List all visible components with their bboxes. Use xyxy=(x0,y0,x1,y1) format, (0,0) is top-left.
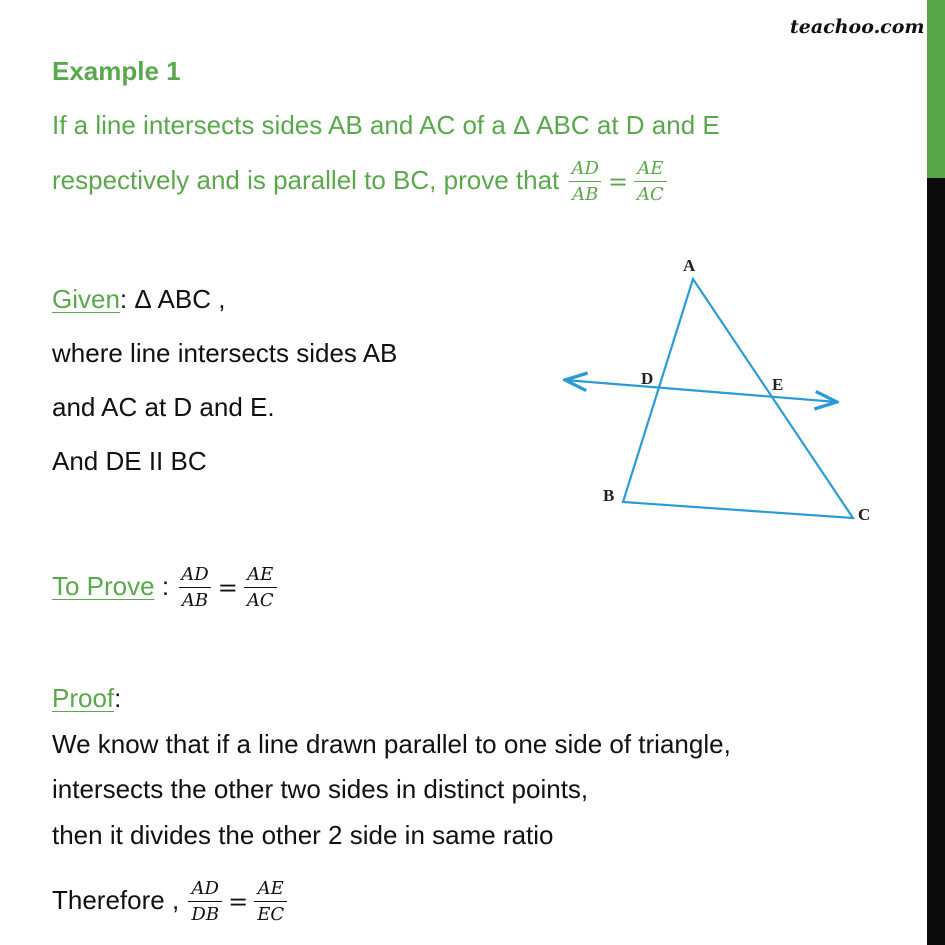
label-b: B xyxy=(603,486,615,505)
fraction-denominator: AC xyxy=(244,587,277,610)
equals-sign: = xyxy=(217,574,238,602)
example-heading: Example 1 xyxy=(52,56,181,86)
fraction-numerator: AD xyxy=(181,564,209,585)
question-fraction-ae-ac xyxy=(634,160,667,204)
therefore-text: Therefore , xyxy=(52,884,180,915)
given-line-4: And DE II BC xyxy=(52,446,207,476)
to-prove-fraction-ad-ab xyxy=(178,566,211,610)
proof-fraction-ad-db xyxy=(188,880,222,924)
given-triangle: : Δ ABC , xyxy=(119,284,226,314)
to-prove-fraction-ae-ac xyxy=(244,566,277,610)
label-c: C xyxy=(858,505,871,524)
fraction-denominator: AB xyxy=(569,181,601,204)
proof-fraction-ae-ec xyxy=(254,880,287,924)
to-prove-colon: : xyxy=(154,570,170,601)
fraction-denominator: EC xyxy=(254,901,287,924)
teachoo-logo: teachoo.com xyxy=(790,16,925,38)
proof-line-3: then it divides the other 2 side in same ratio xyxy=(52,820,554,850)
fraction-denominator: DB xyxy=(188,901,222,924)
proof-colon: : xyxy=(114,683,122,713)
proof-line-1: We know that if a line drawn parallel to one side of triangle, xyxy=(52,729,731,759)
proof-label: Proof xyxy=(52,683,115,713)
given-line-3: and AC at D and E. xyxy=(52,392,275,422)
triangle-abc xyxy=(623,279,853,518)
question-fraction-ad-ab xyxy=(569,160,602,204)
question-line-2 xyxy=(52,160,669,204)
fraction-denominator: AC xyxy=(634,181,667,204)
question-line-1: If a line intersects sides AB and AC of a Δ ABC at D and E xyxy=(52,110,720,140)
fraction-numerator: AE xyxy=(257,878,284,899)
proof-heading-line xyxy=(52,683,121,714)
given-line-2: where line intersects sides AB xyxy=(52,338,398,368)
label-a: A xyxy=(683,256,696,275)
to-prove-line xyxy=(52,566,279,610)
triangle-figure xyxy=(540,250,871,535)
fraction-numerator: AD xyxy=(191,878,219,899)
fraction-numerator: AE xyxy=(247,564,274,585)
fraction-numerator: AE xyxy=(637,158,664,179)
scrollbar[interactable] xyxy=(927,0,945,945)
label-e: E xyxy=(772,375,784,394)
equals-sign: = xyxy=(228,888,249,916)
proof-line-2: intersects the other two sides in distinct points, xyxy=(52,774,589,804)
given-line-1 xyxy=(52,284,225,315)
proof-therefore-line xyxy=(52,880,289,924)
scrollbar-thumb[interactable] xyxy=(927,0,945,178)
to-prove-label: To Prove xyxy=(52,570,155,601)
line-de xyxy=(565,380,837,402)
fraction-numerator: AD xyxy=(571,158,599,179)
given-label: Given xyxy=(52,284,120,314)
question-line-2-text: respectively and is parallel to BC, prove that xyxy=(52,164,560,195)
label-d: D xyxy=(641,369,654,388)
fraction-denominator: AB xyxy=(179,587,211,610)
equals-sign: = xyxy=(607,168,629,196)
